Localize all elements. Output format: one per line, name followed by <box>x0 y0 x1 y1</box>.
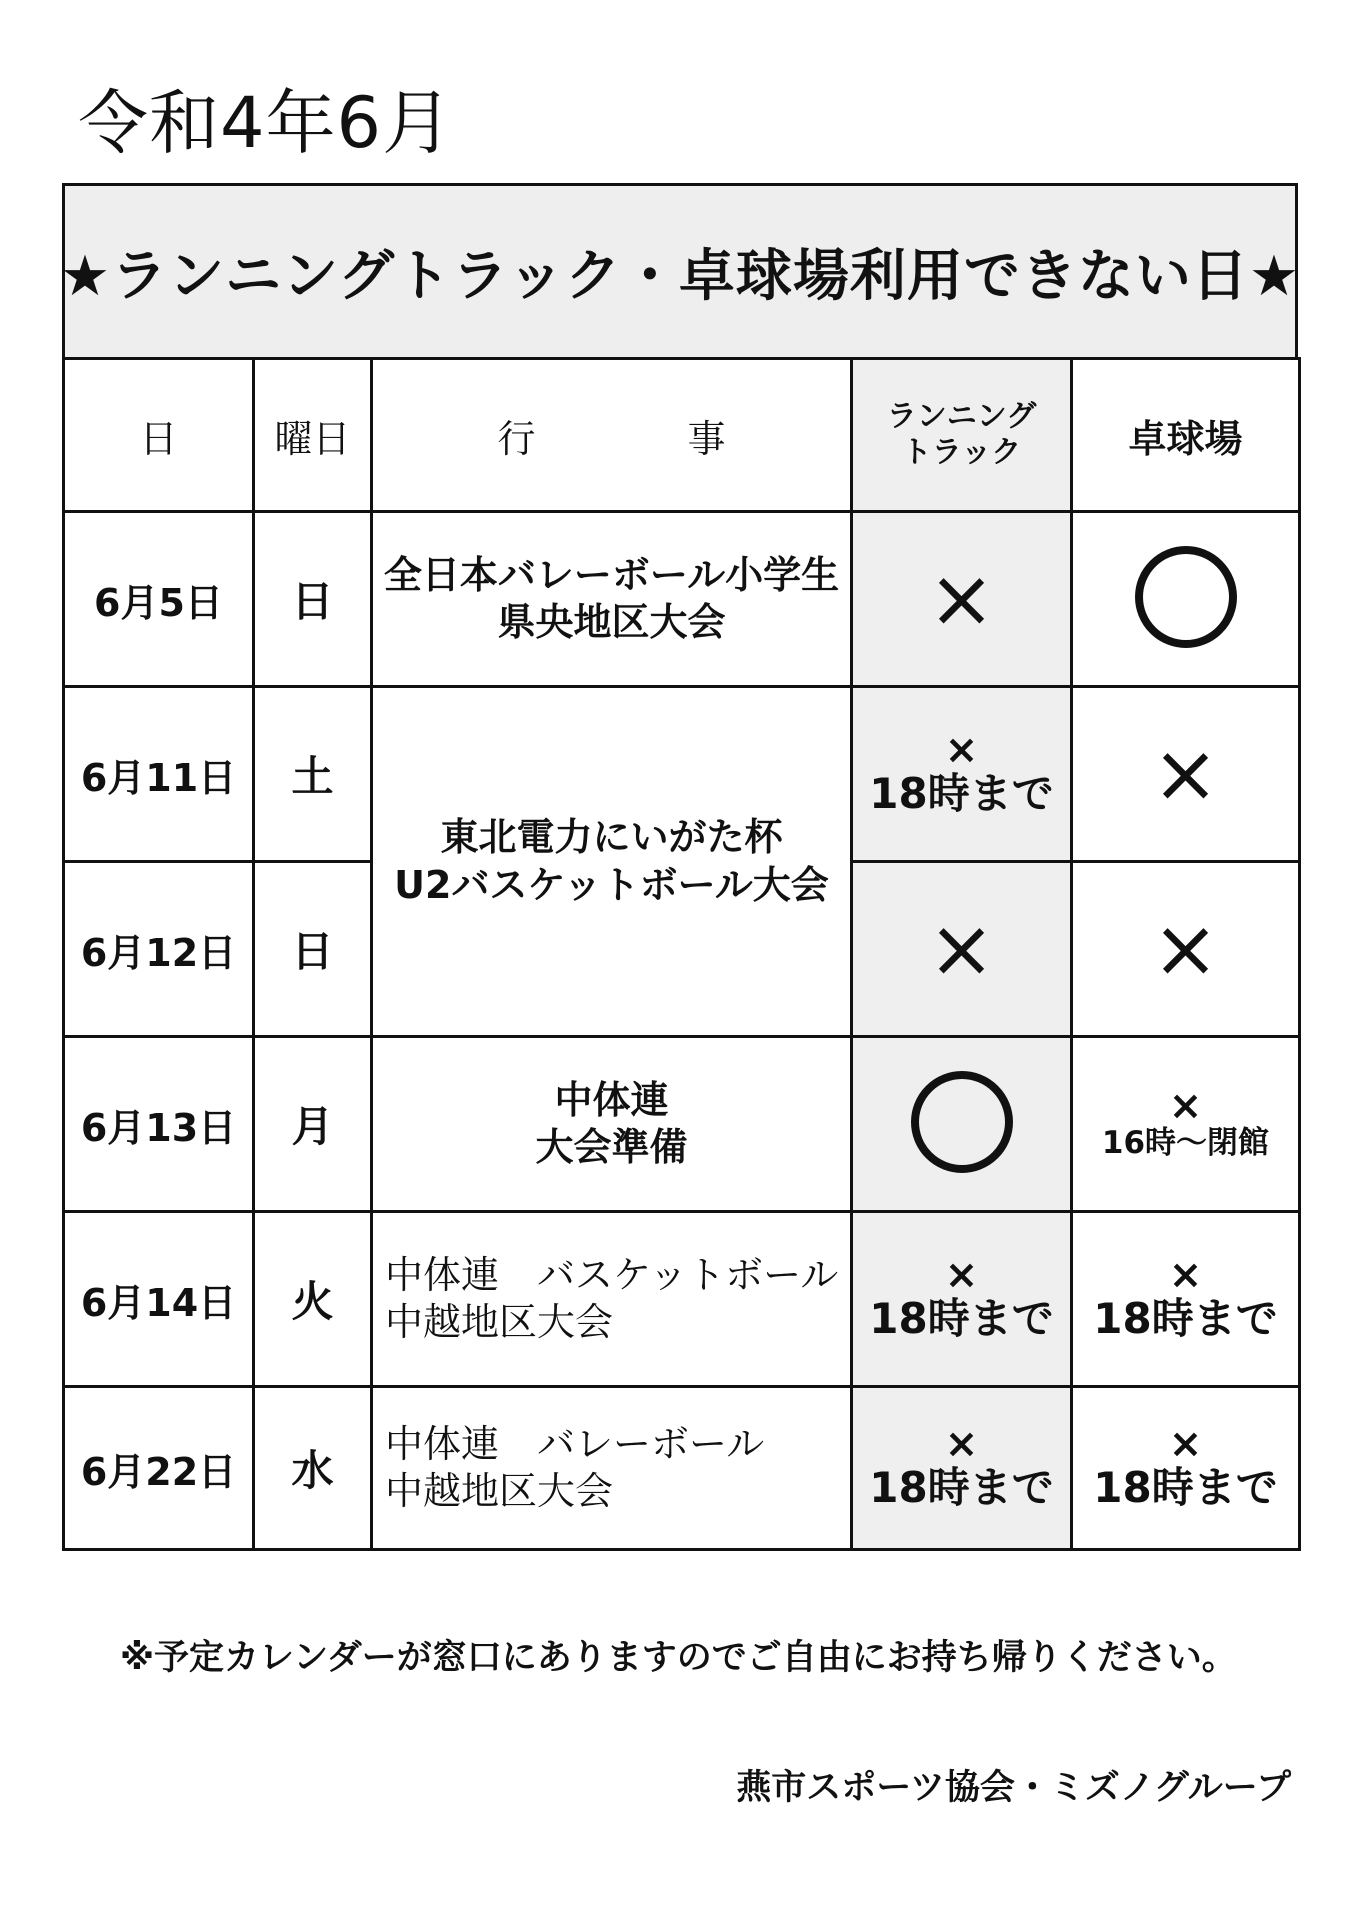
row-track-status <box>852 687 1072 862</box>
notice-text: ★ランニングトラック・卓球場利用できない日★ <box>59 244 1301 309</box>
footnote: ※予定カレンダーが窓口にありますのでご自由にお持ち帰りください。 <box>120 1638 1237 1678</box>
table-row <box>64 512 1300 687</box>
row-event-line1: 東北電力にいがた杯 <box>440 815 783 859</box>
cross-mark-icon: × <box>1168 1420 1203 1467</box>
status-note: 18時まで <box>869 768 1054 818</box>
row-day: 6月12日 <box>64 862 254 1037</box>
row-event <box>372 1212 852 1387</box>
row-event-merged <box>372 687 852 1037</box>
row-event-line2: U2バスケットボール大会 <box>394 862 829 907</box>
header-event: 行 事 <box>372 359 852 512</box>
row-day: 6月13日 <box>64 1037 254 1212</box>
row-track-status <box>852 1037 1072 1212</box>
row-track-status <box>852 1387 1072 1550</box>
notice-banner <box>59 183 1301 358</box>
row-event <box>372 1037 852 1212</box>
row-event-line1: 中体連 バスケットボール <box>385 1252 839 1297</box>
row-event-line2: 中越地区大会 <box>385 1300 614 1344</box>
row-tt-status <box>1072 1212 1300 1387</box>
table-row <box>64 1037 1300 1212</box>
row-tt-status <box>1072 1037 1300 1212</box>
row-event-line2: 中越地区大会 <box>385 1469 614 1513</box>
header-running-track <box>852 359 1072 512</box>
table-row <box>64 1387 1300 1550</box>
row-event-line1: 中体連 <box>554 1077 669 1122</box>
table-row <box>64 1212 1300 1387</box>
row-weekday: 日 <box>254 862 372 1037</box>
table-row <box>64 687 1300 862</box>
header-running-track-line2: トラック <box>901 435 1022 470</box>
cross-mark-icon: × <box>1168 1083 1203 1130</box>
row-tt-status <box>1072 512 1300 687</box>
row-event <box>372 512 852 687</box>
header-running-track-line1: ランニング <box>886 399 1037 434</box>
row-weekday: 火 <box>254 1212 372 1387</box>
row-track-status <box>852 862 1072 1037</box>
row-weekday: 水 <box>254 1387 372 1550</box>
row-event-line1: 全日本バレーボール小学生 <box>383 552 840 597</box>
header-weekday: 曜日 <box>254 359 372 512</box>
cross-mark-icon: × <box>944 1420 979 1467</box>
row-event-line2: 大会準備 <box>535 1125 688 1169</box>
row-day: 6月11日 <box>64 687 254 862</box>
row-day: 6月14日 <box>64 1212 254 1387</box>
row-day: 6月22日 <box>64 1387 254 1550</box>
cross-mark-icon: × <box>944 1251 979 1298</box>
status-note: 18時まで <box>869 1462 1054 1512</box>
row-tt-status <box>1072 862 1300 1037</box>
cross-mark-icon: × <box>1151 727 1220 820</box>
status-note: 18時まで <box>869 1293 1054 1343</box>
status-note: 18時まで <box>1093 1462 1278 1512</box>
page-title: 令和4年6月 <box>78 82 454 164</box>
table-header-row <box>64 359 1300 512</box>
circle-mark-icon <box>911 1071 1013 1173</box>
header-table-tennis: 卓球場 <box>1072 359 1300 512</box>
row-weekday: 土 <box>254 687 372 862</box>
schedule-table <box>62 357 1301 1551</box>
cross-mark-icon: × <box>927 552 996 645</box>
row-event-line1: 中体連 バレーボール <box>385 1421 765 1466</box>
status-note: 18時まで <box>1093 1293 1278 1343</box>
cross-mark-icon: × <box>1168 1251 1203 1298</box>
row-weekday: 日 <box>254 512 372 687</box>
circle-mark-icon <box>1135 546 1237 648</box>
cross-mark-icon: × <box>1151 902 1220 995</box>
row-day: 6月5日 <box>64 512 254 687</box>
row-event <box>372 1387 852 1550</box>
cross-mark-icon: × <box>927 902 996 995</box>
header-day: 日 <box>64 359 254 512</box>
cross-mark-icon: × <box>944 726 979 773</box>
row-tt-status <box>1072 687 1300 862</box>
status-note: 16時～閉館 <box>1101 1125 1270 1162</box>
row-tt-status <box>1072 1387 1300 1550</box>
row-event-line2: 県央地区大会 <box>497 600 726 644</box>
row-track-status <box>852 512 1072 687</box>
row-track-status <box>852 1212 1072 1387</box>
row-weekday: 月 <box>254 1037 372 1212</box>
organization-name: 燕市スポーツ協会・ミズノグループ <box>736 1768 1291 1808</box>
